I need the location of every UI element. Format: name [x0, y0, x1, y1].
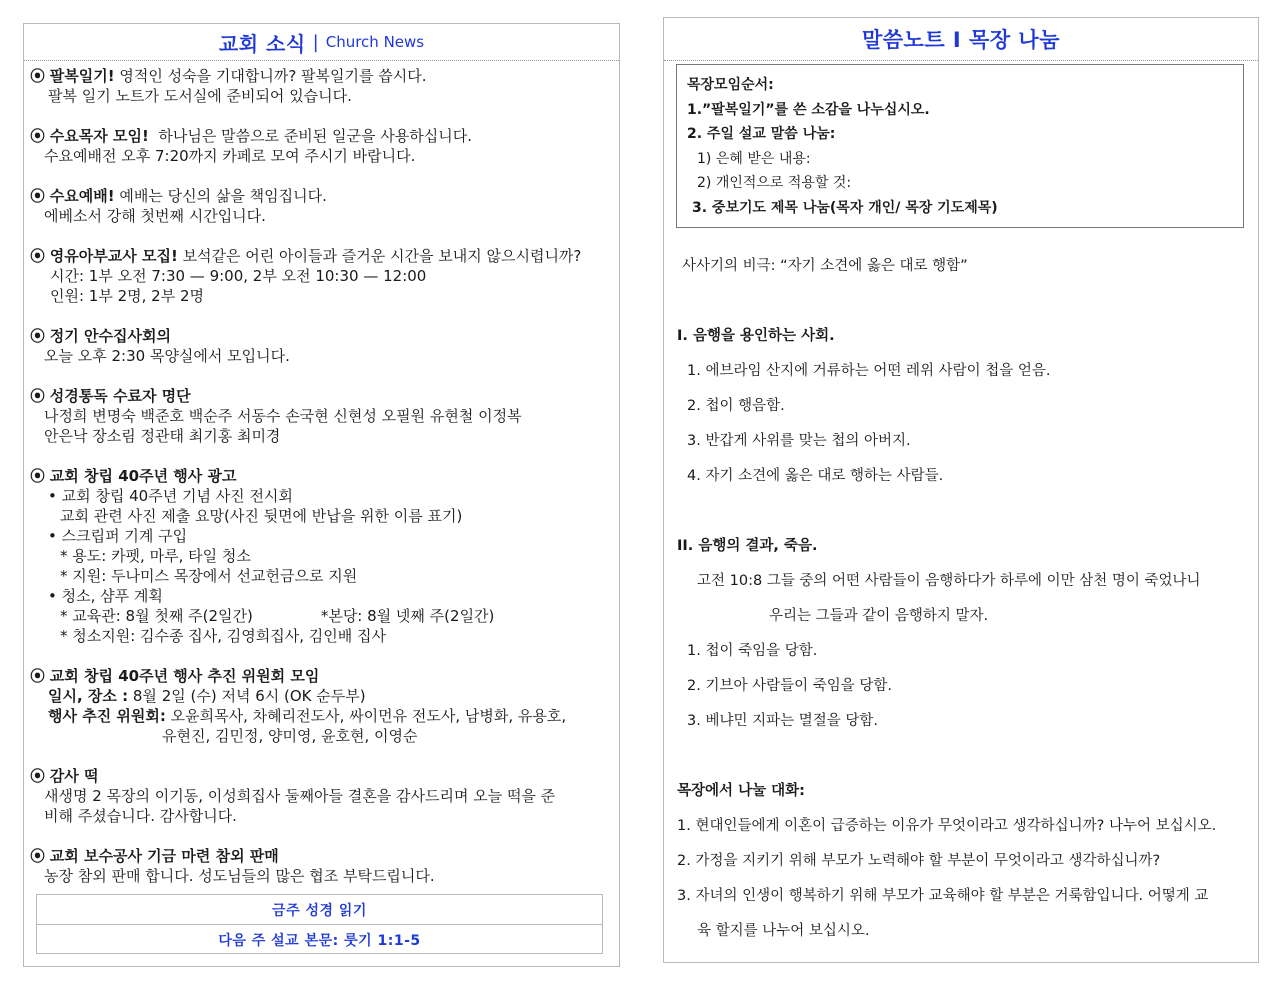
news-line: • 교회 창립 40주년 기념 사진 전시회	[48, 487, 293, 505]
news-item	[30, 186, 618, 226]
bullet-icon: ⦿	[30, 667, 46, 685]
scripture-verse: 우리는 그들과 같이 음행하지 말자.	[769, 608, 989, 624]
scripture-verse: 고전 10:8 그들 중의 어떤 사람들이 음행하다가 하루에 이만 삼천 명이 죽었나니	[697, 573, 1201, 589]
news-item-title: 교회 창립 40주년 행사 추진 위원회 모임	[49, 667, 320, 685]
news-item-title: 수요목자 모임!	[49, 127, 149, 145]
bullet-icon: ⦿	[30, 247, 46, 265]
discussion-question: 3. 자녀의 인생이 행복하기 위해 부모가 교육해야 할 부분은 거룩함입니다. 어떻게 교	[677, 888, 1209, 904]
meeting-order-subitem: 2) 개인적으로 적용할 것:	[697, 175, 852, 191]
outline-item: 3. 반갑게 사위를 맞는 첩의 아버지.	[687, 433, 911, 449]
outline-item: 4. 자기 소견에 옳은 대로 행하는 사람들.	[687, 468, 944, 484]
news-line-label: 행사 추진 위원회:	[48, 707, 166, 725]
bullet-icon: ⦿	[30, 327, 46, 345]
news-line: 팔복 일기 노트가 도서실에 준비되어 있습니다.	[48, 87, 352, 105]
news-line: * 용도: 카펫, 마루, 타일 청소	[60, 547, 251, 565]
news-line: 인원: 1부 2명, 2부 2명	[50, 287, 205, 305]
news-item-title: 정기 안수집사회의	[49, 327, 171, 345]
discussion-question: 1. 현대인들에게 이혼이 급증하는 이유가 무엇이라고 생각하십니까? 나누어 보십시오.	[677, 818, 1217, 834]
news-line: 오늘 오후 2:30 목양실에서 모입니다.	[44, 347, 290, 365]
news-line: 오윤희목사, 차혜리전도사, 싸이먼유 전도사, 남병화, 유용호,	[170, 707, 567, 725]
news-line: 새생명 2 목장의 이기동, 이성희집사 둘째아들 결혼을 감사드리며 오늘 떡을 준	[44, 787, 556, 805]
news-line: 영적인 성숙을 기대합니까? 팔복일기를 씁시다.	[119, 67, 427, 85]
outline-item: 3. 베냐민 지파는 멸절을 당함.	[687, 713, 878, 729]
news-line: * 청소지원: 김수종 집사, 김영희집사, 김인배 집사	[60, 627, 387, 645]
bullet-icon: ⦿	[30, 67, 46, 85]
news-line: 나정희 변명숙 백준호 백순주 서동수 손국현 신현성 오필원 유현철 이정복	[44, 407, 522, 425]
sermon-notes-title: 말씀노트 I 목장 나눔	[861, 28, 1061, 52]
news-item-title: 교회 보수공사 기금 마련 참외 판매	[49, 847, 279, 865]
news-line: • 청소, 샴푸 계획	[48, 587, 163, 605]
news-item-title: 성경통독 수료자 명단	[49, 387, 191, 405]
news-item	[30, 66, 618, 106]
outline-item: 2. 기브아 사람들이 죽임을 당함.	[687, 678, 892, 694]
news-item-title: 교회 창립 40주년 행사 광고	[49, 467, 237, 485]
meeting-order-box	[676, 64, 1244, 228]
news-line: 8월 2일 (수) 저녁 6시 (OK 순두부)	[132, 687, 366, 705]
weekly-reading-label: 금주 성경 읽기	[272, 902, 367, 919]
news-item	[30, 666, 618, 746]
news-item-title: 수요예배!	[49, 187, 115, 205]
news-line: 수요예배전 오후 7:20까지 카페로 모여 주시기 바랍니다.	[44, 147, 416, 165]
news-list	[30, 66, 618, 906]
news-line: * 지원: 두나미스 목장에서 선교헌금으로 지원	[60, 567, 358, 585]
meeting-order-title: 목장모임순서:	[687, 77, 774, 93]
bible-reading-box	[36, 894, 603, 954]
news-line: * 교육관: 8월 첫째 주(2일간)	[60, 607, 253, 625]
news-line: 하나님은 말씀으로 준비된 일군을 사용하십니다.	[158, 127, 473, 145]
church-news-subtitle: Church News	[325, 33, 425, 51]
bullet-icon: ⦿	[30, 467, 46, 485]
news-line-label: 일시, 장소 :	[48, 687, 129, 705]
news-item	[30, 846, 618, 886]
outline-item: 1. 첩이 죽임을 당함.	[687, 643, 818, 659]
news-item-title: 영유아부교사 모집!	[49, 247, 178, 265]
bullet-icon: ⦿	[30, 847, 46, 865]
sermon-notes-panel	[663, 17, 1259, 963]
news-item-title: 팔복일기!	[49, 67, 115, 85]
sermon-notes-header	[664, 18, 1258, 61]
discussion-question: 2. 가정을 지키기 위해 부모가 노력해야 할 부분이 무엇이라고 생각하십니까?	[677, 853, 1161, 869]
news-item	[30, 246, 618, 306]
meeting-order-item: 3. 중보기도 제목 나눔(목자 개인/ 목장 기도제목)	[692, 199, 998, 216]
news-line: *본당: 8월 넷째 주(2일간)	[320, 607, 495, 625]
news-item	[30, 126, 618, 166]
bullet-icon: ⦿	[30, 187, 46, 205]
news-line: 보석같은 어린 아이들과 즐거운 시간을 보내지 않으시렵니까?	[182, 247, 582, 265]
section-heading: II. 음행의 결과, 죽음.	[677, 538, 818, 554]
news-item	[30, 326, 618, 366]
bullet-icon: ⦿	[30, 767, 46, 785]
news-line: 안은낙 장소림 정관태 최기홍 최미경	[44, 427, 281, 445]
news-line: 유현진, 김민정, 양미영, 윤호현, 이영순	[162, 727, 418, 745]
news-line: • 스크립퍼 기계 구입	[48, 527, 188, 545]
news-item-title: 감사 떡	[49, 767, 99, 785]
section-heading: 목장에서 나눌 대화:	[677, 783, 805, 799]
church-news-panel	[23, 23, 620, 967]
header-separator: |	[312, 31, 319, 53]
news-item	[30, 466, 618, 646]
news-line: 농장 참외 판매 합니다. 성도님들의 많은 협조 부탁드립니다.	[44, 867, 435, 885]
bullet-icon: ⦿	[30, 127, 46, 145]
news-line: 교회 관련 사진 제출 요망(사진 뒷면에 반납을 위한 이름 표기)	[60, 507, 463, 525]
meeting-order-item: 1.”팔복일기”를 쓴 소감을 나누십시오.	[687, 101, 930, 118]
discussion-question: 육 할지를 나누어 보십시오.	[697, 923, 870, 939]
next-sermon-text: 다음 주 설교 본문: 룻기 1:1-5	[37, 924, 602, 954]
bullet-icon: ⦿	[30, 387, 46, 405]
news-line: 비해 주셨습니다. 감사합니다.	[44, 807, 237, 825]
news-line: 에베소서 강해 첫번째 시간입니다.	[44, 207, 266, 225]
news-item	[30, 386, 618, 446]
news-line: 시간: 1부 오전 7:30 — 9:00, 2부 오전 10:30 — 12:00	[50, 267, 427, 285]
sermon-title: 사사기의 비극: “자기 소견에 옳은 대로 행함”	[682, 258, 968, 274]
church-news-header	[24, 24, 619, 61]
outline-item: 2. 첩이 행음함.	[687, 398, 785, 414]
news-line: 예배는 당신의 삶을 책임집니다.	[119, 187, 327, 205]
meeting-order-subitem: 1) 은혜 받은 내용:	[697, 150, 811, 167]
section-heading: I. 음행을 용인하는 사회.	[677, 328, 835, 344]
outline-item: 1. 에브라임 산지에 거류하는 어떤 레위 사람이 첩을 얻음.	[687, 363, 1051, 379]
news-item	[30, 766, 618, 826]
church-news-title: 교회 소식	[218, 31, 306, 56]
meeting-order-item: 2. 주일 설교 말씀 나눔:	[687, 126, 836, 142]
